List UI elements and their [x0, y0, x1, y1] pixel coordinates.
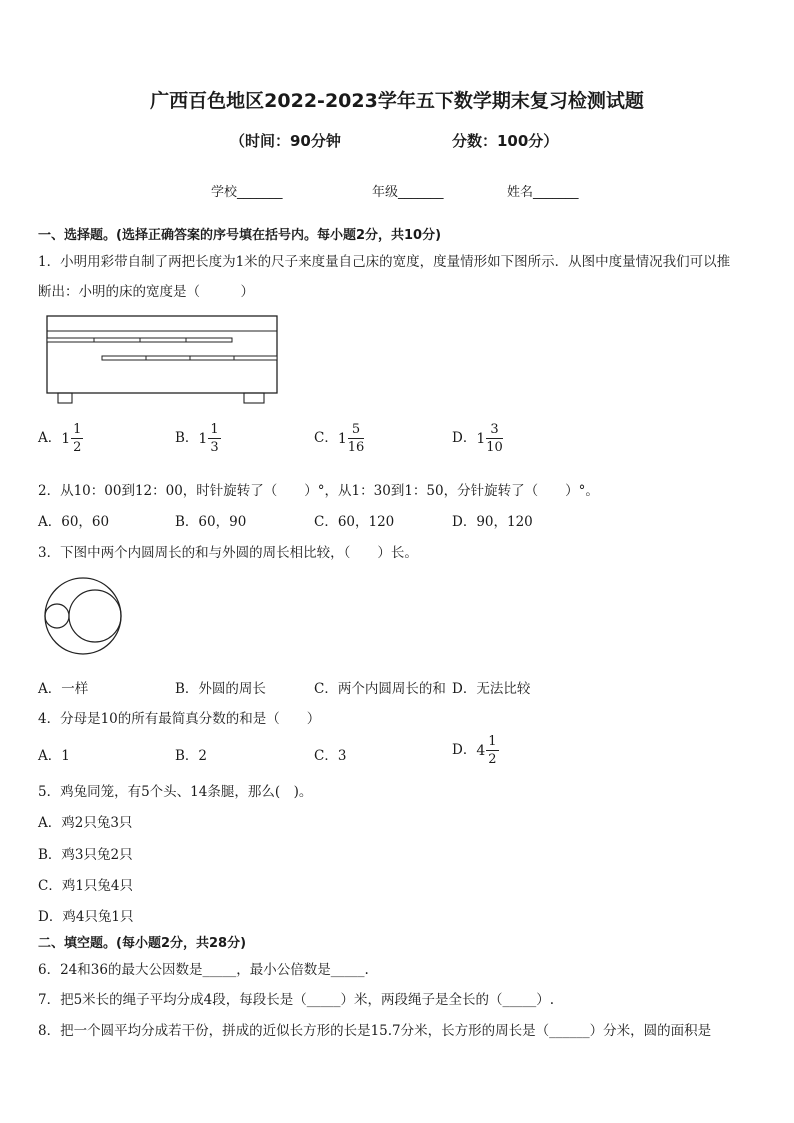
question-7: 7．把5米长的绳子平均分成4段，每段长是（_____）米，两段绳子是全长的（_____）.: [38, 992, 555, 1008]
q5-option-d[interactable]: D．鸡4只兔1只: [38, 909, 134, 925]
page-title: 广西百色地区2022-2023学年五下数学期末复习检测试题: [150, 90, 644, 112]
grade-field: 年级_______: [372, 185, 444, 200]
q5-option-b[interactable]: B．鸡3只兔2只: [38, 847, 133, 863]
q4-option-c[interactable]: C．3: [314, 748, 347, 764]
question-6: 6．24和36的最大公因数是_____，最小公倍数是_____.: [38, 962, 369, 978]
circles-figure: [42, 575, 124, 657]
fraction: $\frac{5}{16}$: [347, 422, 365, 455]
q1-option-a[interactable]: A．1 $\frac{1}{2}$: [38, 422, 82, 455]
q2-option-c[interactable]: C．60，120: [314, 514, 395, 530]
q5-option-a[interactable]: A．鸡2只兔3只: [38, 815, 133, 831]
question-4: 4．分母是10的所有最简真分数的和是（ ）: [38, 711, 321, 727]
q3-option-c[interactable]: C．两个内圆周长的和: [314, 681, 446, 697]
name-field: 姓名_______: [507, 185, 579, 200]
q5-option-c[interactable]: C．鸡1只兔4只: [38, 878, 134, 894]
school-field: 学校_______: [211, 185, 283, 200]
question-5: 5．鸡兔同笼，有5个头、14条腿，那么( )。: [38, 784, 313, 800]
section-heading-choice: 一、选择题。(选择正确答案的序号填在括号内。每小题2分，共10分): [38, 228, 442, 243]
q1-option-b[interactable]: B．1 $\frac{1}{3}$: [175, 422, 219, 455]
q2-option-a[interactable]: A．60，60: [38, 514, 110, 530]
question-8: 8．把一个圆平均分成若干份，拼成的近似长方形的长是15.7分米，长方形的周长是（______）分米，圆的面积是: [38, 1023, 712, 1039]
section-heading-fill: 二、填空题。(每小题2分，共28分): [38, 936, 247, 951]
q3-option-b[interactable]: B．外圆的周长: [175, 681, 266, 697]
q4-option-d[interactable]: D．4 $\frac{1}{2}$: [452, 734, 497, 767]
question-3: 3．下图中两个内圆周长的和与外圆的周长相比较，（ ）长。: [38, 545, 418, 561]
q4-option-a[interactable]: A．1: [38, 748, 70, 764]
q3-option-a[interactable]: A．一样: [38, 681, 89, 697]
q4-option-b[interactable]: B．2: [175, 748, 208, 764]
q1-option-c[interactable]: C．1 $\frac{5}{16}$: [314, 422, 365, 455]
question-1-line2: 断出：小明的床的宽度是（ ）: [38, 284, 254, 300]
q2-option-b[interactable]: B．60，90: [175, 514, 247, 530]
q2-option-d[interactable]: D．90，120: [452, 514, 533, 530]
bed-ruler-figure: [44, 313, 284, 405]
exam-time: （时间：90分钟: [230, 132, 341, 150]
question-1-line1: 1．小明用彩带自制了两把长度为1米的尺子来度量自己床的宽度，度量情形如下图所示．从图中度量情况我们可以推: [38, 254, 731, 270]
question-2: 2．从10：00到12：00，时针旋转了（ ）°，从1：30到1：50，分针旋转了（ ）°。: [38, 483, 599, 499]
fraction: $\frac{3}{10}$: [486, 422, 503, 455]
exam-score: 分数：100分）: [452, 132, 559, 150]
fraction: $\frac{1}{2}$: [73, 422, 82, 455]
q1-option-d[interactable]: D．1 $\frac{3}{10}$: [452, 422, 503, 455]
fraction: $\frac{1}{3}$: [210, 422, 219, 455]
fraction: $\frac{1}{2}$: [488, 734, 497, 767]
q3-option-d[interactable]: D．无法比较: [452, 681, 531, 697]
